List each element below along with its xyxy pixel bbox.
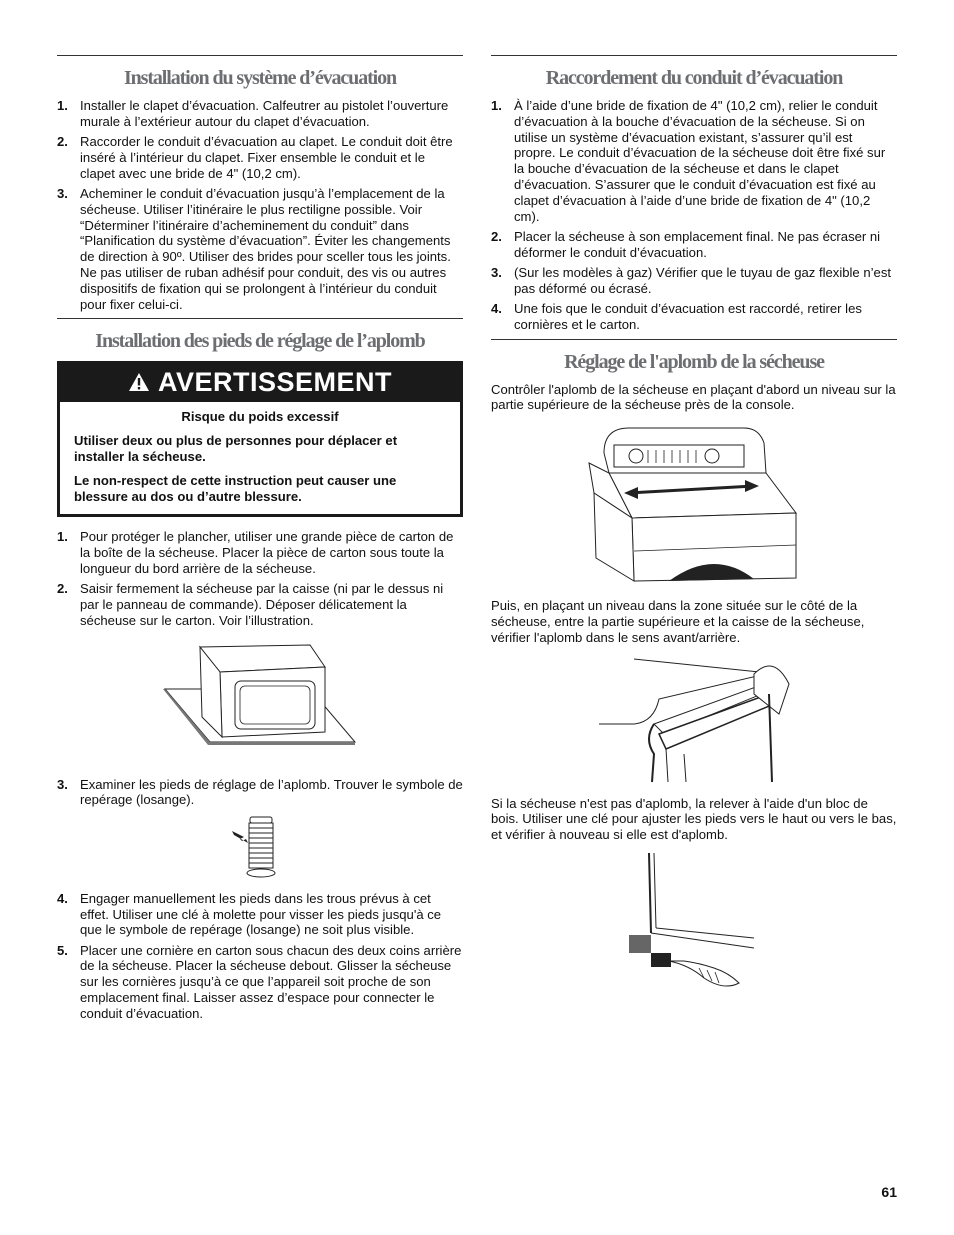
warning-header	[59, 363, 461, 401]
list-item: 3. Examiner les pieds de réglage de l’aplomb. Trouver le symbole de repérage (losange).	[57, 776, 463, 808]
list-item: 4. Une fois que le conduit d’évacuation est raccordé, retirer les cornières et le carton.	[491, 301, 862, 332]
section-title-exhaust-installation: Installation du système d’évacuation	[123, 67, 397, 89]
section-divider	[57, 55, 463, 56]
section-title-dryer-leveling: Réglage de l'aplomb de la sécheuse	[564, 350, 824, 373]
exhaust-connection-steps	[491, 98, 897, 333]
section-divider	[491, 339, 897, 340]
left-column	[57, 55, 463, 1026]
exhaust-installation-steps	[57, 98, 463, 312]
leveling-paragraph-side: Puis, en plaçant un niveau dans la zone située sur le côté de la sécheuse, entre la partie supérieure et la caisse de la sécheuse, vérifier l'aplomb dans le sens avant/arrière.	[491, 598, 865, 645]
leveling-paragraph-adjust: Si la sécheuse n'est pas d'aplomb, la relever à l'aide d'un bloc de bois. Utiliser une clé pour ajuster les pieds vers le haut ou vers le bas, et vérifier à nouveau si elle est d'aplomb.	[491, 795, 897, 843]
right-column	[491, 55, 897, 993]
list-item: 1. Installer le clapet d’évacuation. Calfeutrer au pistolet l’ouverture murale à l’extérieur autour du clapet d’évacuation.	[57, 98, 449, 129]
leveling-steps-c	[57, 891, 463, 1022]
warning-heading: AVERTISSEMENT	[157, 366, 393, 397]
list-item: 1. À l’aide d’une bride de fixation de 4" (10,2 cm), relier le conduit d’évacuation à la bouche d’évacuation de la sécheuse. Si on utilise un système d’évacuation existant, s’assurer qu’il est propre. Le conduit d’évacuation de la sécheuse doit être fixé sur la bouche d’évacuation de la sécheuse et dans le clapet d’évacuation. S’assurer que le conduit d’évacuation est fixé au clapet d’évacuation à l’aide d’une bride de fixation de 4" (10,2 cm).	[491, 98, 886, 224]
section-title-leveling-legs: Installation des pieds de réglage de l’aplomb	[95, 330, 425, 353]
warning-title: Risque du poids excessif	[181, 409, 339, 425]
leveling-foot-illustration	[230, 813, 290, 883]
warning-triangle-icon	[128, 372, 150, 392]
warning-instruction: Utiliser deux ou plus de personnes pour déplacer et installer la sécheuse.	[74, 433, 398, 464]
list-item: 2. Raccorder le conduit d’évacuation au clapet. Le conduit doit être inséré à l’intérieur du clapet. Fixer ensemble le conduit et le clapet avec une bride de 4" (10,2 cm).	[57, 134, 453, 181]
wrench-adjusting-foot-illustration	[629, 853, 759, 993]
section-divider	[491, 55, 897, 56]
leveling-steps-b	[57, 777, 463, 809]
list-item: 1. Pour protéger le plancher, utiliser une grande pièce de carton de la boîte de la sécheuse. Placer la pièce de carton sous toute la longueur du bord arrière de la sécheuse.	[57, 529, 454, 576]
section-divider	[57, 318, 463, 319]
list-item: 2. Placer la sécheuse à son emplacement final. Ne pas écraser ni déformer le conduit d’évacuation.	[491, 228, 881, 260]
page-number: 61	[881, 1184, 897, 1200]
dryer-side-level-illustration	[594, 654, 794, 784]
dryer-top-level-illustration	[584, 423, 804, 588]
list-item: 3. (Sur les modèles à gaz) Vérifier que le tuyau de gaz flexible n’est pas déformé ou écrasé.	[491, 264, 892, 296]
warning-box	[57, 361, 463, 517]
warning-consequence: Le non-respect de cette instruction peut causer une blessure au dos ou d’autre blessure.	[74, 472, 397, 504]
dryer-on-cardboard-illustration	[160, 637, 360, 767]
warning-body	[59, 401, 461, 515]
leveling-steps-a	[57, 529, 463, 628]
list-item: 3. Acheminer le conduit d’évacuation jusqu’à l’emplacement de la sécheuse. Utiliser l’itinéraire le plus rectiligne possible. Voir “Déterminer l’itinéraire d’acheminement du conduit” dans “Planification du système d’évacuation”. Éviter les changements de direction à 90º. Utiliser des brides pour sceller tous les joints. Ne pas utiliser de ruban adhésif pour conduit, des vis ou autres dispositifs de fixation qui se prolongent à l’intérieur du conduit pour fixer celui-ci.	[57, 185, 451, 312]
list-item: 2. Saisir fermement la sécheuse par la caisse (ni par le dessus ni par le panneau de commande). Déposer délicatement la sécheuse sur le carton. Voir l’illustration.	[57, 581, 444, 628]
leveling-paragraph-top: Contrôler l'aplomb de la sécheuse en plaçant d'abord un niveau sur la partie supérieure de la sécheuse près de la console.	[491, 381, 896, 413]
section-title-exhaust-connection: Raccordement du conduit d’évacuation	[545, 67, 843, 89]
list-item: 5. Placer une cornière en carton sous chacun des deux coins arrière de la sécheuse. Placer la sécheuse debout. Glisser la sécheuse sur les cornières jusqu’à ce que l’appareil soit proche de son emplacement final. Laisser assez d’espace pour connecter le conduit d’évacuation.	[57, 942, 462, 1021]
list-item: 4. Engager manuellement les pieds dans les trous prévus à cet effet. Utiliser une clé à molette pour visser les pieds jusqu'à ce que le symbole de repérage (losange) ne soit plus visible.	[57, 890, 442, 938]
